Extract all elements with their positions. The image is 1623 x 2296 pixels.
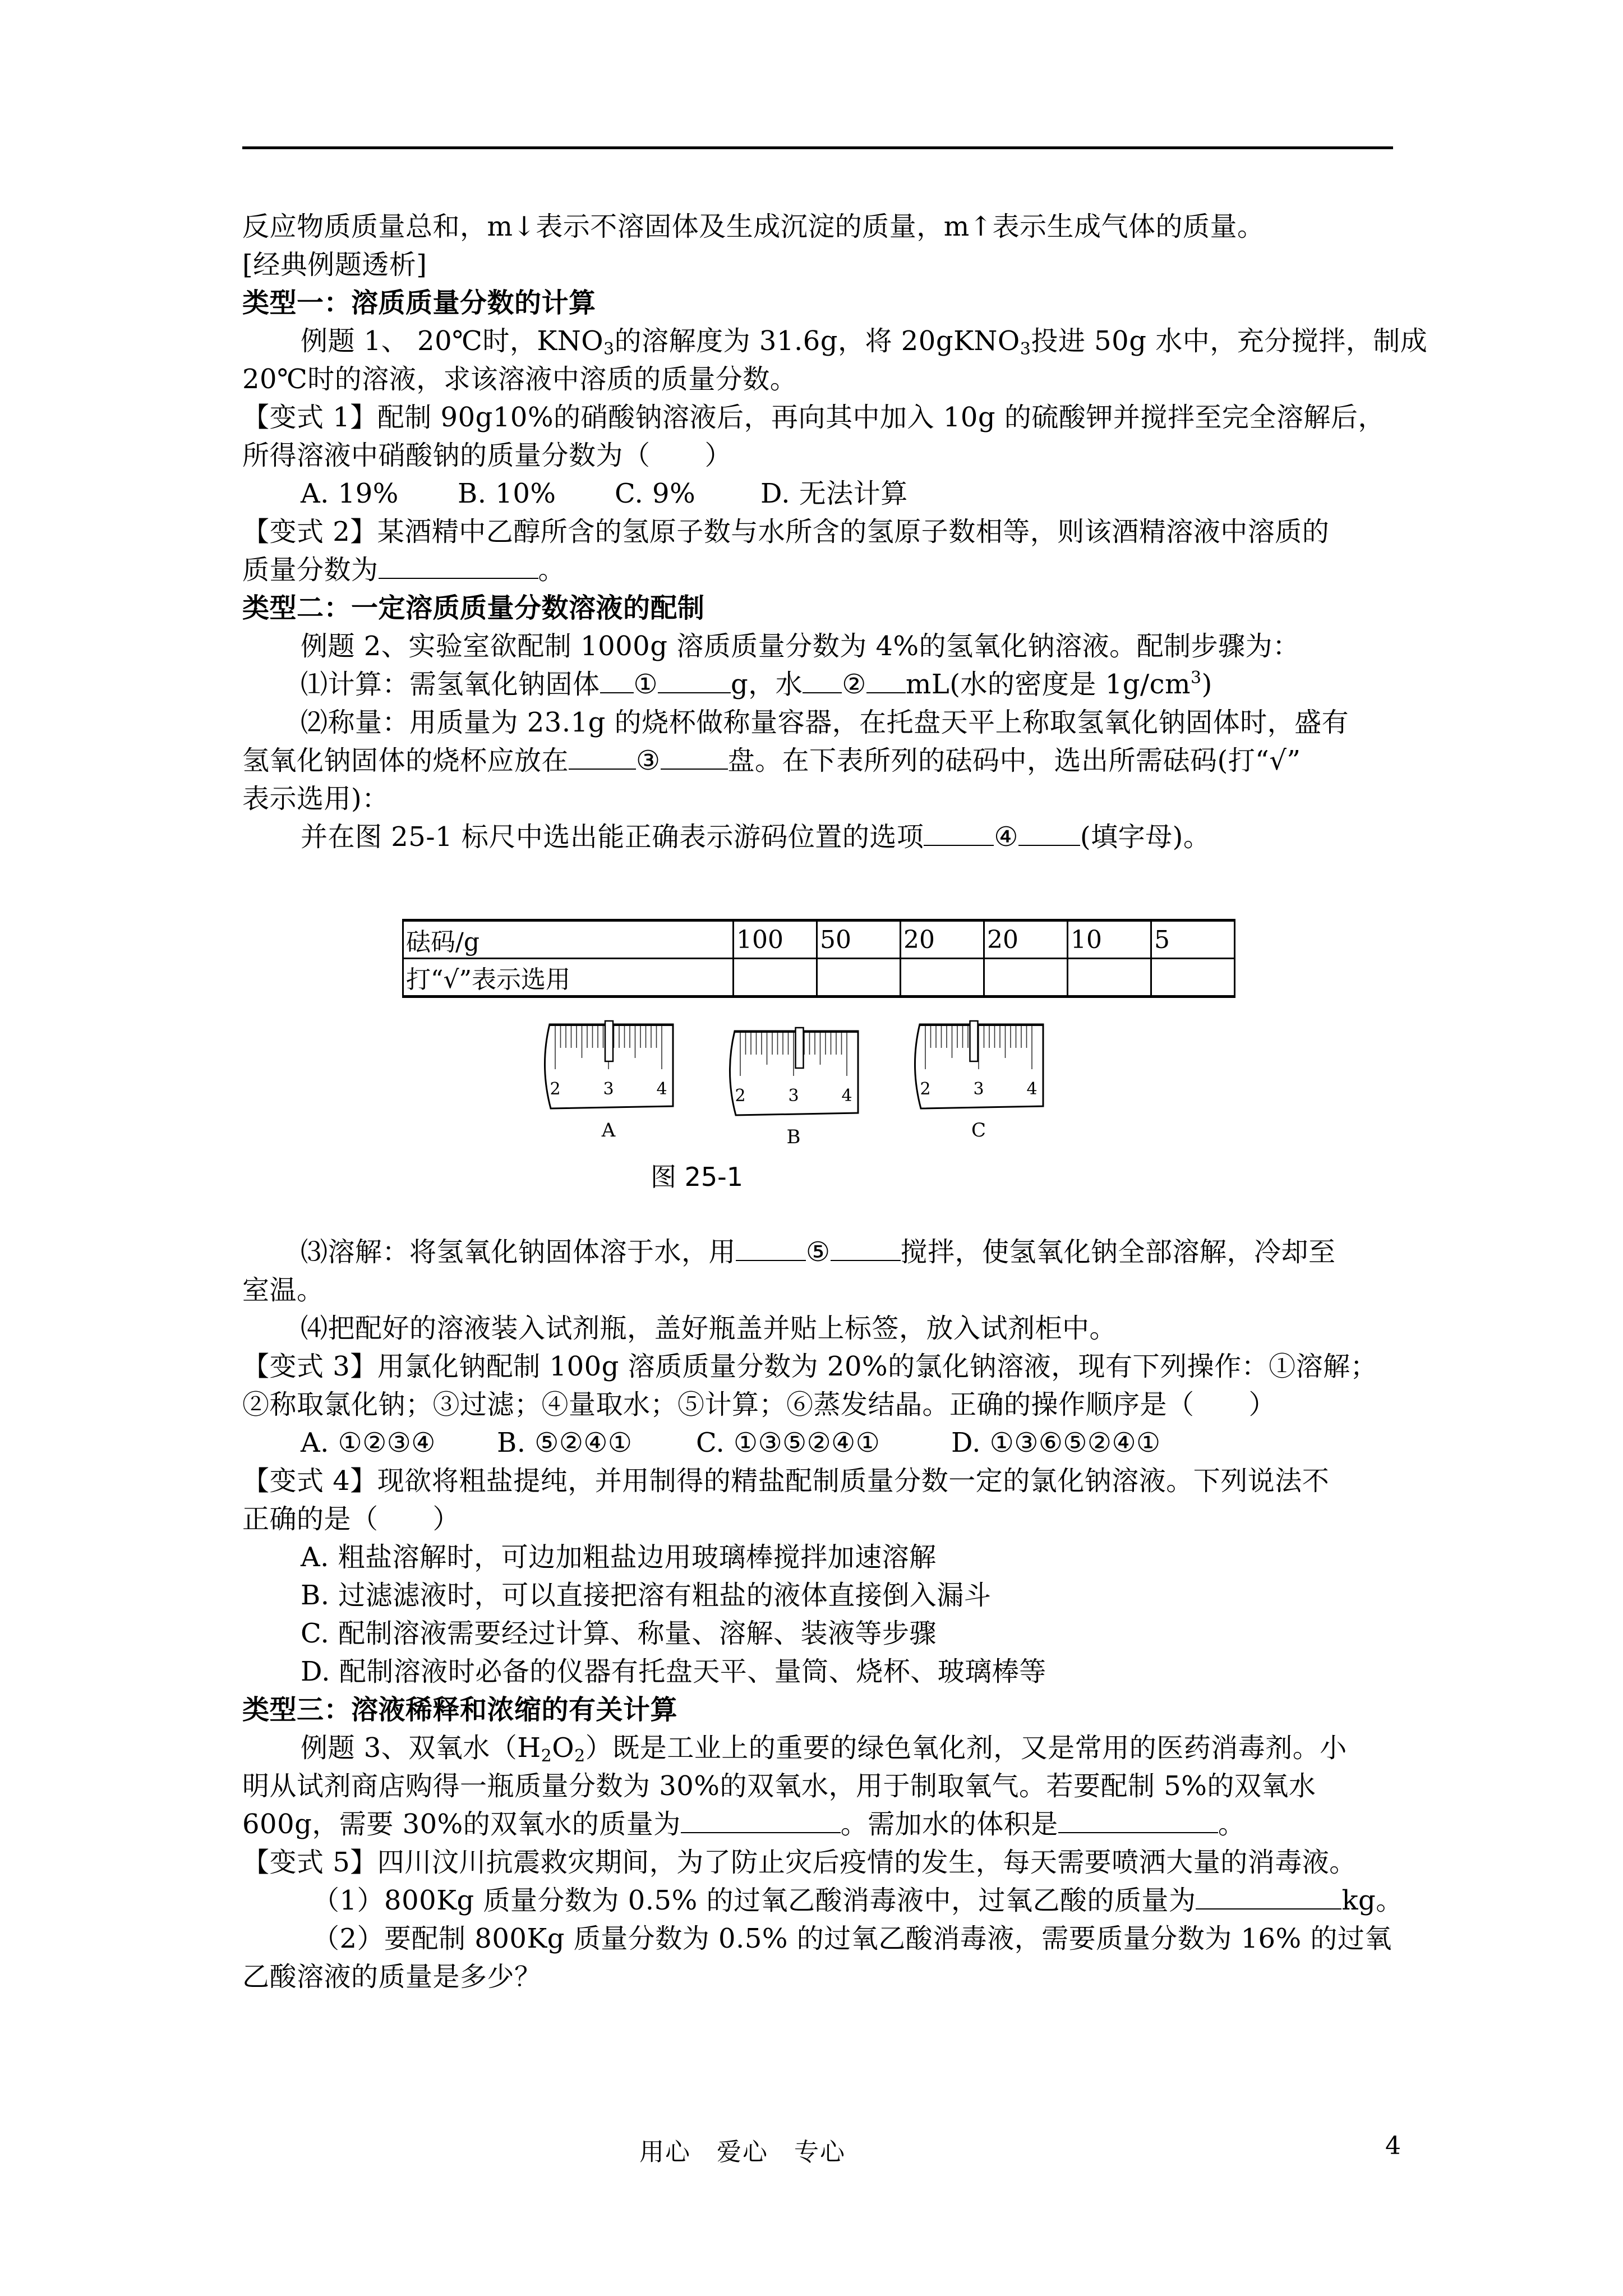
answer-blank[interactable] <box>600 668 634 693</box>
type3-title: 类型三：溶液稀释和浓缩的有关计算 <box>242 1694 678 1726</box>
variant-4-line2: 正确的是（ ） <box>242 1503 460 1535</box>
check-cell[interactable] <box>984 959 1068 997</box>
type1-title: 类型一：溶质质量分数的计算 <box>242 287 596 319</box>
step-2: ⑵称量：用质量为 23.1g 的烧杯做称量容器，在托盘天平上称取氢氧化钠固体时，盛有 <box>301 707 1349 738</box>
variant-4: 【变式 4】现欲将粗盐提纯，并用制得的精盐配制质量分数一定的氯化钠溶液。下列说法不 <box>242 1465 1330 1497</box>
variant-1-options <box>242 475 1398 513</box>
variant-1: 【变式 1】配制 90g10%的硝酸钠溶液后，再向其中加入 10g 的硫酸钾并搅拌至完全溶解后， <box>242 402 1385 433</box>
text-span: 氢氧化钠固体的烧杯应放在 <box>242 745 569 776</box>
option-d: D. ①③⑥⑤②④① <box>951 1427 1161 1458</box>
text-span: kg。 <box>1341 1885 1403 1916</box>
check-cell[interactable] <box>734 959 817 997</box>
option-c: C. ①③⑤②④① <box>696 1427 880 1458</box>
subscript: 3 <box>603 339 615 359</box>
text-span: 例题 3、双氧水（H <box>301 1732 541 1764</box>
step-2-line2 <box>242 742 1398 780</box>
step-3-line2: 室温。 <box>242 1274 324 1306</box>
answer-blank[interactable] <box>866 668 906 693</box>
text-line: 反应物质质量总和，m↓表示不溶固体及生成沉淀的质量，m↑表示生成气体的质量。 <box>242 211 1265 242</box>
example-2-intro: 例题 2、实验室欲配制 1000g 溶质质量分数为 4%的氢氧化钠溶液。配制步骤为： <box>301 631 1300 662</box>
page-number: 4 <box>1385 2132 1401 2160</box>
answer-blank[interactable] <box>803 668 842 693</box>
text-span: 。 <box>538 554 566 586</box>
example-3-line2: 明从试剂商店购得一瓶质量分数为 30%的双氧水，用于制取氧气。若要配制 5%的双氧水 <box>242 1770 1316 1802</box>
text-span: 并在图 25-1 标尺中选出能正确表示游码位置的选项 <box>301 821 924 853</box>
text-span: 。需加水的体积是 <box>840 1809 1058 1840</box>
variant-2-line2 <box>242 551 1398 589</box>
option-d: D. 无法计算 <box>760 478 908 509</box>
ruler-label: B <box>786 1126 801 1143</box>
figure-caption: 图 25-1 <box>651 1162 744 1192</box>
weight-value: 5 <box>1151 921 1235 959</box>
option-a: A. 粗盐溶解时，可边加粗盐边用玻璃棒搅拌加速溶解 <box>301 1542 937 1573</box>
example-3 <box>242 1729 1398 1767</box>
blank-marker: ① <box>633 669 658 700</box>
table-header-cell: 打“√”表示选用 <box>403 959 734 997</box>
variant-3: 【变式 3】用氯化钠配制 100g 溶质质量分数为 20%的氯化钠溶液，现有下列操作：①溶解； <box>242 1351 1378 1382</box>
ruler-label: C <box>971 1119 986 1142</box>
page-body-continued <box>242 1233 1403 1996</box>
text-span: 质量分数为 <box>242 554 379 586</box>
scale-number: 2 <box>550 1079 561 1099</box>
answer-blank[interactable] <box>658 668 731 693</box>
answer-blank[interactable] <box>569 744 636 770</box>
step-3 <box>242 1233 1398 1271</box>
answer-blank[interactable] <box>924 820 994 846</box>
table-row <box>403 921 1235 959</box>
variant-1-line2: 所得溶液中硝酸钠的质量分数为（ ） <box>242 440 732 471</box>
page-body <box>242 208 1428 856</box>
answer-blank[interactable] <box>681 1807 841 1833</box>
text-span: ）既是工业上的重要的绿色氧化剂，又是常用的医药消毒剂。小 <box>585 1732 1347 1764</box>
variant-5: 【变式 5】四川汶川抗震救灾期间，为了防止灾后疫情的发生，每天需要喷洒大量的消毒液。 <box>242 1847 1357 1878</box>
check-cell[interactable] <box>901 959 984 997</box>
option-b: B. 过滤滤液时，可以直接把溶有粗盐的液体直接倒入漏斗 <box>301 1580 992 1611</box>
subscript: 2 <box>541 1746 552 1766</box>
option-c: C. 9% <box>615 478 696 509</box>
slider-marker <box>970 1021 978 1061</box>
option-a: A. ①②③④ <box>301 1427 436 1458</box>
scale-number: 3 <box>973 1079 984 1099</box>
text-span: 的溶解度为 31.6g，将 20gKNO <box>614 325 1020 357</box>
scale-number: 2 <box>920 1079 931 1099</box>
option-a: A. 19% <box>301 478 399 509</box>
weight-value: 100 <box>734 921 817 959</box>
check-cell[interactable] <box>1068 959 1151 997</box>
step-4: ⑷把配好的溶液装入试剂瓶，盖好瓶盖并贴上标签，放入试剂柜中。 <box>301 1313 1117 1344</box>
scale-number: 2 <box>735 1086 746 1106</box>
header-rule <box>242 146 1393 149</box>
text-span: O <box>552 1732 575 1764</box>
text-span: 投进 50g 水中，充分搅拌，制成 <box>1031 325 1428 357</box>
example-1 <box>242 322 1428 360</box>
text-span: g，水 <box>731 669 803 700</box>
variant-5-q2-line2: 乙酸溶液的质量是多少？ <box>242 1961 542 1993</box>
option-b: B. ⑤②④① <box>497 1427 633 1458</box>
ruler-label: A <box>601 1119 616 1142</box>
section-header: [经典例题透析] <box>242 249 427 280</box>
type2-title: 类型二：一定溶质质量分数溶液的配制 <box>242 592 705 624</box>
table-row <box>403 959 1235 997</box>
blank-marker: ② <box>842 669 866 700</box>
subscript: 2 <box>574 1746 585 1766</box>
variant-5-q1 <box>242 1881 1403 1920</box>
superscript: 3 <box>1191 668 1202 688</box>
text-span: (填字母)。 <box>1080 821 1211 853</box>
slider-marker <box>796 1028 804 1068</box>
check-cell[interactable] <box>817 959 901 997</box>
scale-number: 4 <box>656 1079 667 1099</box>
variant-2: 【变式 2】某酒精中乙醇所含的氢原子数与水所含的氢原子数相等，则该酒精溶液中溶质的 <box>242 516 1330 547</box>
answer-blank[interactable] <box>661 744 728 770</box>
blank-marker: ③ <box>636 745 661 776</box>
weight-value: 20 <box>984 921 1068 959</box>
answer-blank[interactable] <box>1196 1884 1341 1910</box>
text-span: 。 <box>1218 1809 1246 1840</box>
answer-blank[interactable] <box>736 1235 806 1261</box>
answer-blank[interactable] <box>379 553 538 579</box>
option-c: C. 配制溶液需要经过计算、称量、溶解、装液等步骤 <box>301 1618 937 1649</box>
text-span: （1）800Kg 质量分数为 0.5% 的过氧乙酸消毒液中，过氧乙酸的质量为 <box>312 1885 1196 1916</box>
table-header-cell: 砝码/g <box>403 921 734 959</box>
scale-number: 4 <box>841 1086 852 1106</box>
text-span: mL(水的密度是 1g/cm <box>905 669 1191 700</box>
step-1 <box>242 665 1398 703</box>
blank-marker: ⑤ <box>806 1236 831 1268</box>
weight-value: 50 <box>817 921 901 959</box>
step-2-line3: 表示选用)： <box>242 783 389 815</box>
figure-25-1-rulers <box>538 1020 1155 1143</box>
example-3-line3 <box>242 1805 1398 1843</box>
footer-motto: 用心 爱心 专心 <box>639 2138 846 2166</box>
weight-value: 20 <box>901 921 984 959</box>
variant-3-options <box>242 1424 1398 1462</box>
step-2-line4 <box>242 818 1398 856</box>
text-span: 例题 1、 20℃时，KNO <box>301 325 604 357</box>
text-span: 盘。在下表所列的砝码中，选出所需砝码(打“√” <box>727 745 1301 776</box>
text-span: ⑴计算：需氢氧化钠固体 <box>301 669 600 700</box>
answer-blank[interactable] <box>831 1235 901 1261</box>
option-d: D. 配制溶液时必备的仪器有托盘天平、量筒、烧杯、玻璃棒等 <box>301 1656 1046 1687</box>
example-1-line2: 20℃时的溶液，求该溶液中溶质的质量分数。 <box>242 364 797 395</box>
option-b: B. 10% <box>458 478 556 509</box>
weights-table <box>402 919 1235 998</box>
scale-number: 4 <box>1026 1079 1038 1099</box>
answer-blank[interactable] <box>1018 820 1080 846</box>
variant-3-line2: ②称取氯化钠；③过滤；④量取水；⑤计算；⑥蒸发结晶。正确的操作顺序是（ ） <box>242 1389 1276 1420</box>
variant-5-q2: （2）要配制 800Kg 质量分数为 0.5% 的过氧乙酸消毒液，需要质量分数为 16% 的过氧 <box>312 1923 1392 1954</box>
subscript: 3 <box>1020 339 1031 359</box>
slider-marker <box>605 1021 613 1061</box>
answer-blank[interactable] <box>1058 1807 1218 1833</box>
blank-marker: ④ <box>994 821 1018 853</box>
text-span: 搅拌，使氢氧化钠全部溶解，冷却至 <box>900 1236 1336 1268</box>
scale-number: 3 <box>788 1086 799 1106</box>
text-span: ) <box>1201 669 1212 700</box>
text-span: 600g，需要 30%的双氧水的质量为 <box>242 1809 681 1840</box>
weight-value: 10 <box>1068 921 1151 959</box>
text-span: ⑶溶解：将氢氧化钠固体溶于水，用 <box>301 1236 736 1268</box>
scale-number: 3 <box>603 1079 614 1099</box>
check-cell[interactable] <box>1151 959 1235 997</box>
